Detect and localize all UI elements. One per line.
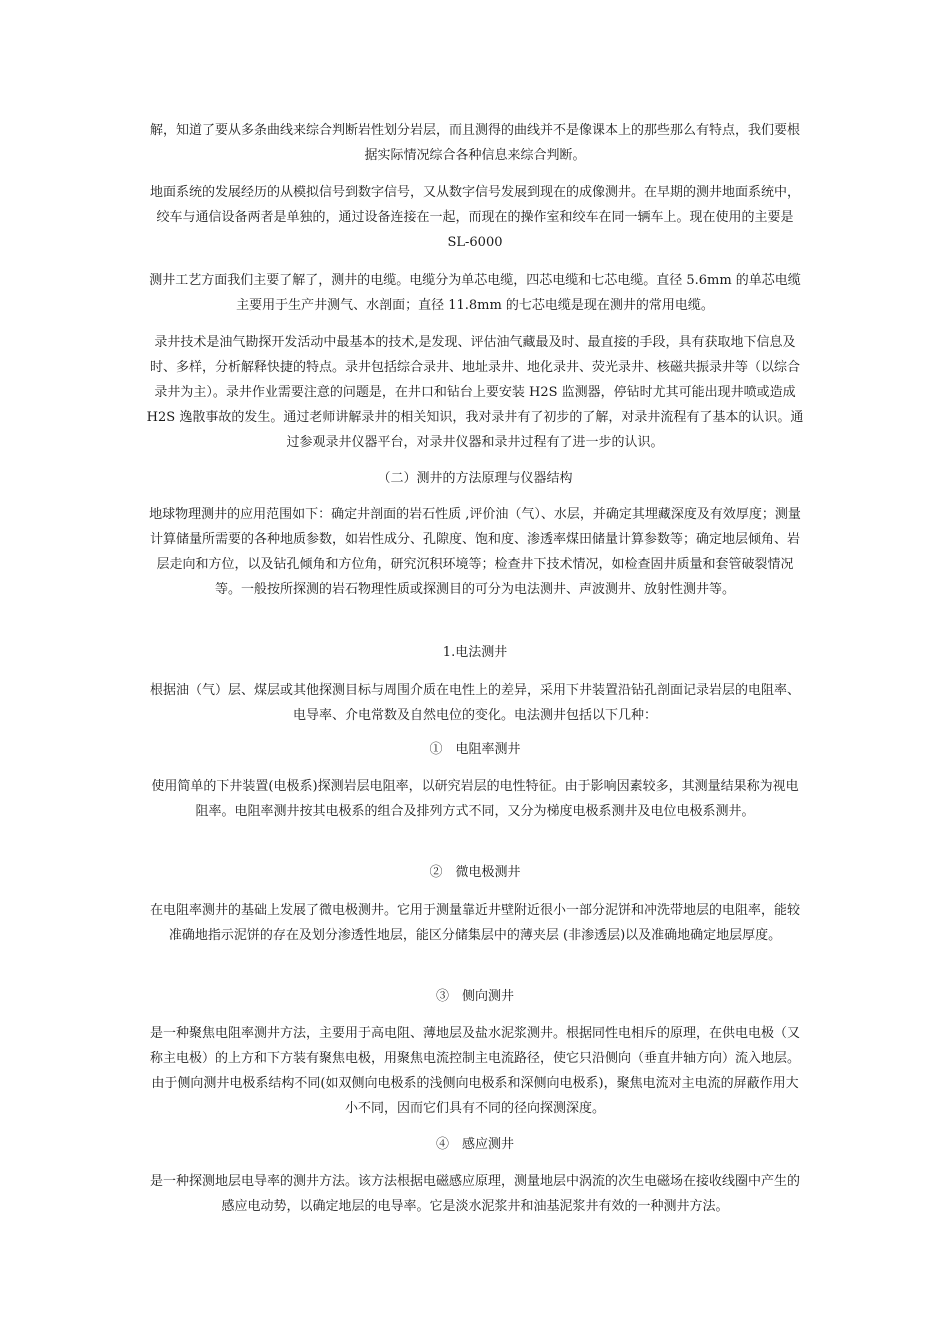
paragraph-application-scope: 地球物理测井的应用范围如下：确定井剖面的岩石性质 ,评价油（气）、水层，并确定其埋藏深度及有效厚度；测量计算储量所需要的各种地质参数，如岩性成分、孔隙度、饱和度、渗透率煤田储量计算参数等；确定地层倾角、岩层走向和方位，以及钻孔倾角和方位角，研究沉积环境等；检查井下技术情况，如检查固井质量和套管破裂情况等。一般按所探测的岩石物理性质或探测目的可分为电法测井、声波测井、放射性测井等。 <box>149 507 801 597</box>
paragraph-mud-logging: 录井技术是油气勘探开发活动中最基本的技术,是发现、评估油气藏最及时、最直接的手段，具有获取地下信息及时、多样，分析解释快捷的特点。录井包括综合录井、地址录井、地化录井、荧光录井、核磁共振录井等（以综合录井为主）。录井作业需要注意的问题是，在井口和钻台上要安装 H2S 监测器，停钻时尤其可能出现井喷或造成H2S 逸散事故的发生。通过老师讲解录井的相关知识，我对录井有了初步的了解，对录井流程有了基本的认识。通过参观录井仪器平台，对录井仪器和录井过程有了进一步的认识。 <box>146 335 804 450</box>
paragraph-curve-interpretation: 解，知道了要从多条曲线来综合判断岩性划分岩层，而且测得的曲线并不是像课本上的那些那么有特点，我们要根据实际情况综合各种信息来综合判断。 <box>149 123 800 163</box>
subheading-resistivity-logging: ① 电阻率测井 <box>429 742 521 757</box>
section-heading-methods: （二）测井的方法原理与仪器结构 <box>377 471 573 486</box>
subheading-laterolog: ③ 侧向测井 <box>435 989 514 1004</box>
paragraph-resistivity-logging: 使用简单的下井装置(电极系)探测岩层电阻率，以研究岩层的电性特征。由于影响因素较多，其测量结果称为视电阻率。电阻率测井按其电极系的组合及排列方式不同，又分为梯度电极系测井及电位电极系测井。 <box>151 779 799 819</box>
paragraph-electric-logging: 根据油（气）层、煤层或其他探测目标与周围介质在电性上的差异，采用下井装置沿钻孔剖面记录岩层的电阻率、电导率、介电常数及自然电位的变化。电法测井包括以下几种： <box>149 683 800 723</box>
subheading-microelectrode-logging: ② 微电极测井 <box>429 865 521 880</box>
subheading-electric-logging: 1.电法测井 <box>442 645 508 660</box>
subheading-induction-logging: ④ 感应测井 <box>435 1137 514 1152</box>
paragraph-cable-process: 测井工艺方面我们主要了解了，测井的电缆。电缆分为单芯电缆，四芯电缆和七芯电缆。直径 5.6mm 的单芯电缆主要用于生产井测气、水剖面；直径 11.8mm 的七芯电缆是现在测井的常用电缆。 <box>149 273 801 313</box>
paragraph-induction-logging: 是一种探测地层电导率的测井方法。该方法根据电磁感应原理，测量地层中涡流的次生电磁场在接收线圈中产生的感应电动势，以确定地层的电导率。它是淡水泥浆井和油基泥浆井有效的一种测井方法。 <box>149 1174 800 1214</box>
paragraph-laterolog: 是一种聚焦电阻率测井方法，主要用于高电阻、薄地层及盐水泥浆测井。根据同性电相斥的原理，在供电电极（又称主电极）的上方和下方装有聚焦电极，用聚焦电流控制主电流路径，使它只沿侧向（垂直井轴方向）流入地层。由于侧向测井电极系结构不同(如双侧向电极系的浅侧向电极系和深侧向电极系)，聚焦电流对主电流的屏蔽作用大小不同，因而它们具有不同的径向探测深度。 <box>149 1026 800 1116</box>
paragraph-microelectrode-logging: 在电阻率测井的基础上发展了微电极测井。它用于测量靠近井壁附近很小一部分泥饼和冲洗带地层的电阻率，能较准确地指示泥饼的存在及划分渗透性地层，能区分储集层中的薄夹层 (非渗透层)以及准确地确定地层厚度。 <box>149 903 800 943</box>
paragraph-surface-system: 地面系统的发展经历的从模拟信号到数字信号，又从数字信号发展到现在的成像测井。在早期的测井地面系统中，绞车与通信设备两者是单独的，通过设备连接在一起，而现在的操作室和绞车在同一辆车上。现在使用的主要是 SL-6000 <box>149 185 800 250</box>
